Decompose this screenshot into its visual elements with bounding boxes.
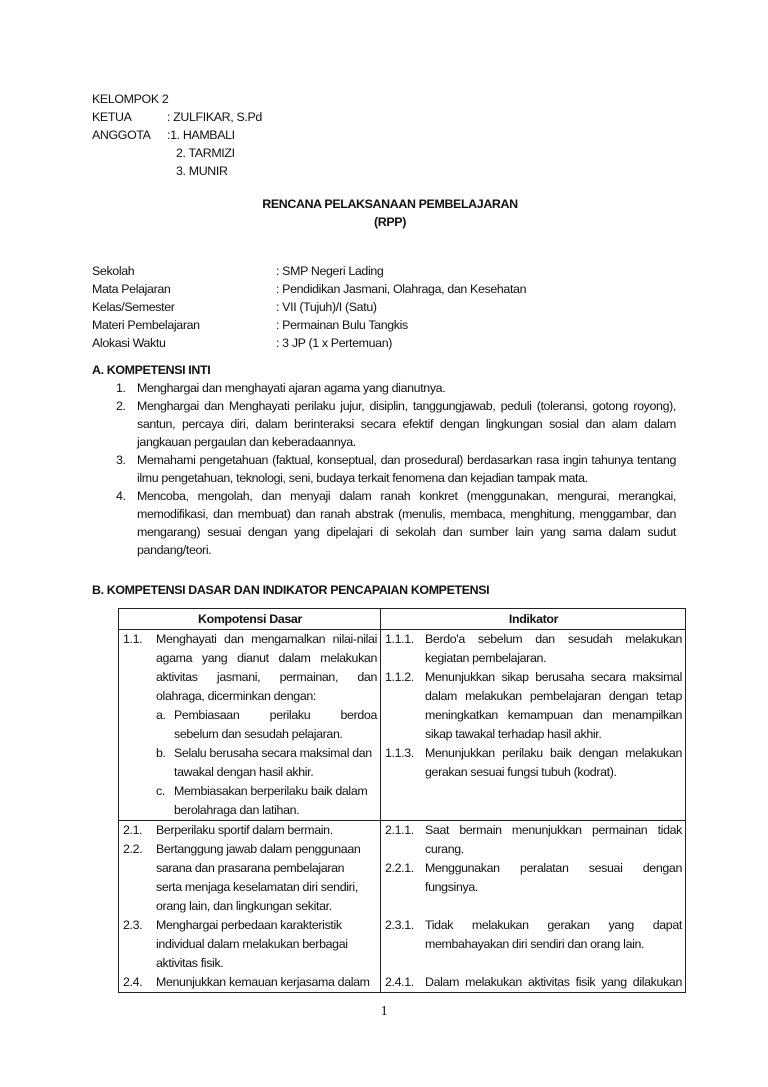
kd-sub-text: tawakal dengan hasil akhir. <box>174 765 314 779</box>
document-title: RENCANA PELAKSANAAN PEMBELAJARAN <box>262 197 518 211</box>
identity-label: Kelas/Semester <box>92 300 175 314</box>
table-row <box>119 821 686 993</box>
indikator-text: Dalam melakukan aktivitas fisik yang dilakukan <box>425 975 682 989</box>
ki-text: Memahami pengetahuan (faktual, konseptual, dan prosedural) berdasarkan rasa ingin tahunya tentang <box>137 453 676 467</box>
ki-text: jangkauan pergaulan dan keberadaannya. <box>137 435 356 449</box>
kd-text: Bertanggung jawab dalam penggunaan <box>156 842 361 856</box>
kd-text: Menunjukkan kemauan kerjasama dalam <box>156 975 370 989</box>
indikator-text: gerakan sesuai fungsi tubuh (kodrat). <box>425 765 617 779</box>
kd-sub-label: a. <box>156 708 166 722</box>
kd-text: sarana dan prasarana pembelajaran <box>156 861 345 875</box>
kd-indikator-table <box>118 608 686 993</box>
identity-value: : SMP Negeri Lading <box>276 264 384 278</box>
indikator-text: membahayakan diri sendiri dan orang lain. <box>425 937 645 951</box>
indikator-number: 2.3.1. <box>385 918 414 932</box>
indikator-text: Berdo'a sebelum dan sesudah melakukan <box>425 632 682 646</box>
ki-number: 2. <box>116 399 126 413</box>
indikator-text: kegiatan pembelajaran. <box>425 651 547 665</box>
kd-number: 1.1. <box>123 632 143 646</box>
indikator-text: Menunjukkan sikap berusaha secara maksimal <box>425 670 682 684</box>
indikator-number: 2.2.1. <box>385 861 414 875</box>
identity-label: Mata Pelajaran <box>92 282 171 296</box>
ki-number: 3. <box>116 453 126 467</box>
kd-number: 2.2. <box>123 842 143 856</box>
kd-number: 2.3. <box>123 918 143 932</box>
identity-label: Materi Pembelajaran <box>92 318 200 332</box>
indikator-text: meningkatkan kemampuan dan menampilkan <box>425 708 682 722</box>
indikator-text: fungsinya. <box>425 880 478 894</box>
section-a-heading: A. KOMPETENSI INTI <box>92 363 211 377</box>
kd-text: Menghayati dan mengamalkan nilai-nilai <box>156 632 377 646</box>
kd-text: agama yang dianut dalam melakukan <box>156 651 377 665</box>
ki-text: Mencoba, mengolah, dan menyaji dalam ranah konkret (menggunakan, mengurai, merangkai, <box>137 489 676 503</box>
indikator-text: Menggunakan peralatan sesuai dengan <box>425 861 682 875</box>
ki-text: Menghargai dan Menghayati perilaku jujur, disiplin, tanggungjawab, peduli (toleransi, gotong royong), <box>137 399 676 413</box>
anggota-member: 3. MUNIR <box>176 164 228 178</box>
identity-value: : Pendidikan Jasmani, Olahraga, dan Kesehatan <box>276 282 527 296</box>
kd-cell <box>119 821 381 993</box>
ki-number: 4. <box>116 489 126 503</box>
indikator-number: 1.1.2. <box>385 670 414 684</box>
ki-text: memodifikasi, dan membuat) dan ranah abstrak (menulis, membaca, menghitung, menggambar, dan <box>137 507 676 521</box>
kd-sub-text: sebelum dan sesudah pelajaran. <box>174 727 343 741</box>
indikator-cell <box>381 630 686 821</box>
indikator-number: 1.1.1. <box>385 632 414 646</box>
page-number: 1 <box>380 1004 388 1019</box>
ki-text: santun, percaya diri, dalam berinteraksi secara efektif dengan lingkungan sosial dan alam dalam <box>137 417 676 431</box>
table-row <box>119 630 686 821</box>
indikator-text: Tidak melakukan gerakan yang dapat <box>425 918 682 932</box>
ki-text: mengarang) sesuai dengan yang dipelajari di sekolah dan sumber lain yang sama dalam sudut <box>137 525 676 539</box>
ketua-label: KETUA <box>92 110 132 124</box>
ki-text: Menghargai dan menghayati ajaran agama yang dianutnya. <box>137 381 446 395</box>
identity-label: Sekolah <box>92 264 135 278</box>
column-header-kompetensi-dasar: Kompotensi Dasar <box>119 609 381 630</box>
identity-value: : VII (Tujuh)/I (Satu) <box>276 300 377 314</box>
ki-text: pandang/teori. <box>137 543 212 557</box>
ketua-value: : ZULFIKAR, S.Pd <box>167 110 262 124</box>
indikator-cell <box>381 821 686 993</box>
ki-text: ilmu pengetahuan, teknologi, seni, budaya terkait fenomena dan kejadian tampak mata. <box>137 471 588 485</box>
document-subtitle: (RPP) <box>374 215 406 229</box>
ki-number: 1. <box>116 381 126 395</box>
kd-text: orang lain, dan lingkungan sekitar. <box>156 899 332 913</box>
kd-text: serta menjaga keselamatan diri sendiri, <box>156 880 358 894</box>
kd-cell <box>119 630 381 821</box>
identity-value: : 3 JP (1 x Pertemuan) <box>276 336 393 350</box>
kd-sub-label: c. <box>156 784 165 798</box>
kd-number: 2.4. <box>123 975 143 989</box>
kd-text: aktivitas jasmani, permainan, dan <box>156 670 377 684</box>
anggota-label: ANGGOTA <box>92 128 151 142</box>
indikator-number: 2.1.1. <box>385 823 414 837</box>
table-header-row <box>119 609 686 630</box>
indikator-text: curang. <box>425 842 464 856</box>
column-header-indikator: Indikator <box>381 609 686 630</box>
anggota-member: 2. TARMIZI <box>176 146 235 160</box>
kd-number: 2.1. <box>123 823 143 837</box>
kd-text: aktivitas fisik. <box>156 956 224 970</box>
identity-value: : Permainan Bulu Tangkis <box>276 318 408 332</box>
indikator-text: Menunjukkan perilaku baik dengan melakukan <box>425 746 682 760</box>
kd-sub-text: Pembiasaan perilaku berdoa <box>174 708 377 722</box>
kelompok-label: KELOMPOK 2 <box>92 92 169 106</box>
kd-text: Berperilaku sportif dalam bermain. <box>156 823 333 837</box>
identity-label: Alokasi Waktu <box>92 336 166 350</box>
kd-sub-text: Membiasakan berperilaku baik dalam <box>174 784 368 798</box>
kd-text: olahraga, dicerminkan dengan: <box>156 689 316 703</box>
kd-sub-text: Selalu berusaha secara maksimal dan <box>174 746 372 760</box>
kd-text: individual dalam melakukan berbagai <box>156 937 348 951</box>
anggota-member: :1. HAMBALI <box>167 128 235 142</box>
indikator-text: dalam melakukan pembelajaran dengan tetap <box>425 689 682 703</box>
indikator-text: sikap tawakal terhadap hasil akhir. <box>425 727 602 741</box>
kd-sub-label: b. <box>156 746 166 760</box>
indikator-number: 2.4.1. <box>385 975 414 989</box>
section-b-heading: B. KOMPETENSI DASAR DAN INDIKATOR PENCAPAIAN KOMPETENSI <box>92 583 490 597</box>
kd-sub-text: berolahraga dan latihan. <box>174 803 300 817</box>
indikator-text: Saat bermain menunjukkan permainan tidak <box>425 823 682 837</box>
kd-text: Menghargai perbedaan karakteristik <box>156 918 342 932</box>
indikator-number: 1.1.3. <box>385 746 414 760</box>
